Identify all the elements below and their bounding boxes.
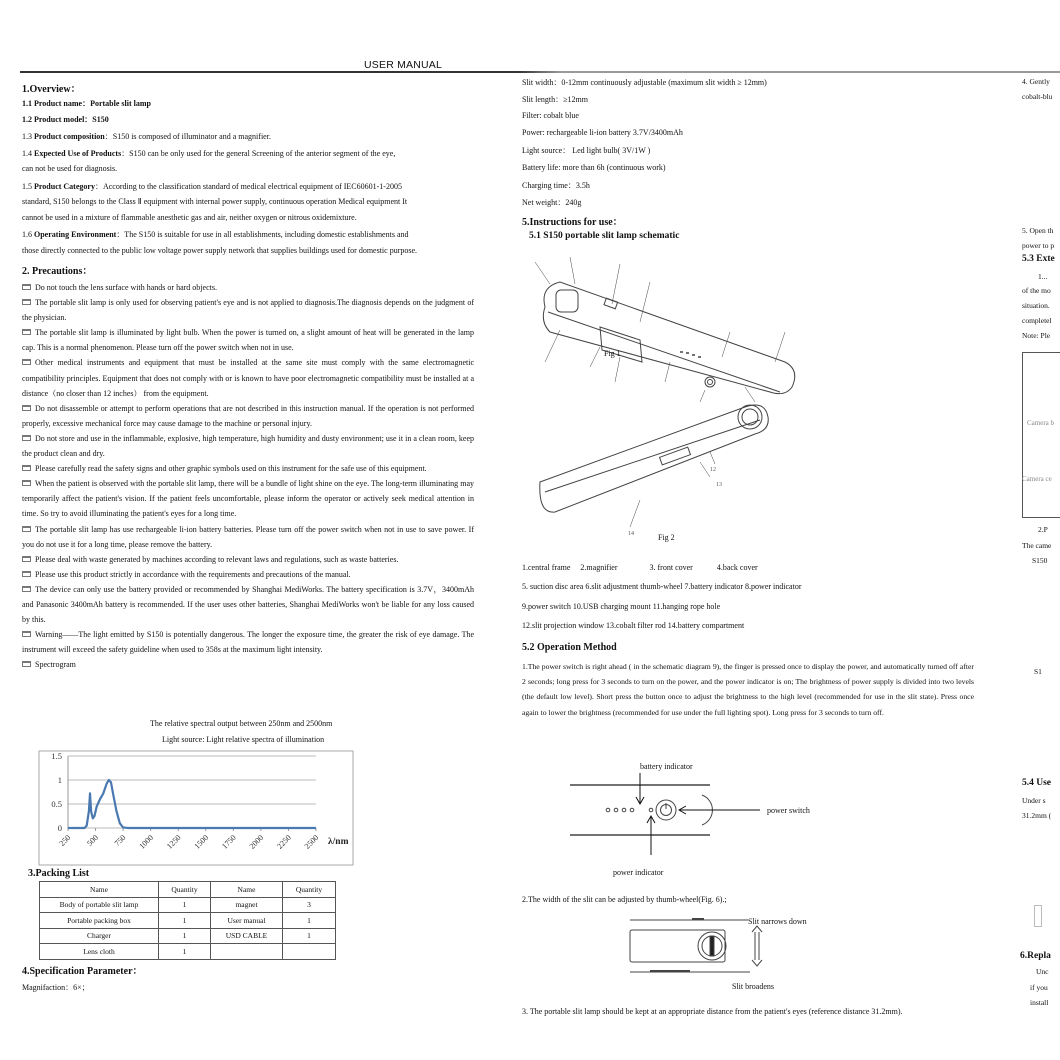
spectrum-chart	[38, 750, 354, 866]
expected-use-cont: can not be used for diagnosis.	[22, 164, 118, 173]
product-category	[22, 181, 402, 192]
precaution-item	[22, 476, 474, 521]
table-cell	[211, 944, 283, 960]
header-divider	[20, 71, 1060, 73]
precaution-item	[22, 567, 474, 582]
precaution-text: Warning——The light emitted by S150 is potentially dangerous. The longer the exposure time, the greater the risk of eye damage. The instrument will exceed the safety guideline when used to 358s at the maximum light intensity.	[22, 630, 474, 655]
table-cell: 1	[283, 928, 336, 944]
x-tick-label: 750	[112, 833, 128, 848]
precaution-text: The portable slit lamp has use rechargeable li-ion battery batteries. Please turn off the power switch when not in use to save power. If you do not use it for a long time, please remove the battery.	[22, 524, 474, 549]
section-overview-title: 1.Overview：	[22, 84, 81, 95]
product-category-l2: standard, S150 belongs to the Class Ⅱ equipment with internal power supply, continuous operation Medical equipment It	[22, 197, 408, 206]
precaution-text: The portable slit lamp is only used for observing patient's eye and is not applied to diagnosis.The diagnosis depends on the judgment of the physician.	[22, 298, 474, 323]
product-category-l3: cannot be used in a mixture of flammable anesthetic gas and air, neither oxygen or nitrous oxidemixture.	[22, 213, 357, 222]
label-battery-indicator: battery indicator	[640, 762, 693, 771]
label: Product composition	[34, 132, 105, 141]
right-text-fragment: install	[1030, 998, 1049, 1007]
text: ：According to the classification standard of medical electrical equipment of IEC60601-1-2005	[94, 182, 402, 191]
spec-item: Power: rechargeable li-ion battery 3.7V/3400mAh	[522, 128, 683, 138]
right-text-fragment: situation.	[1022, 301, 1050, 310]
folder-bullet-icon	[22, 284, 31, 290]
label-slit-narrows: Slit narrows down	[748, 917, 807, 926]
camera-label-1: Camera b	[1027, 419, 1055, 427]
right-text-fragment: S1	[1034, 667, 1042, 676]
text: ：S150 is composed of illuminator and a magnifier.	[104, 132, 271, 141]
page-header-title: USER MANUAL	[364, 59, 443, 71]
product-composition	[22, 131, 271, 142]
table-header-row	[40, 882, 336, 898]
right-text-fragment: completel	[1022, 316, 1052, 325]
product-model: 1.2 Product model：S150	[22, 115, 109, 124]
precaution-text: Please deal with waste generated by machines according to relevant laws and regulations, such as waste batteries.	[35, 554, 399, 564]
operation-method-title: 5.2 Operation Method	[522, 642, 617, 653]
y-tick-label: 0	[57, 823, 62, 833]
x-tick-label: 2000	[247, 833, 266, 851]
right-text-fragment: S150	[1032, 556, 1048, 565]
right-text-fragment: 5.3 Exte	[1022, 254, 1055, 264]
table-cell: 1	[159, 897, 211, 913]
precaution-text: Other medical instruments and equipment that must be installed at the same site must comply with the same electromagnetic compatibility principles. Equipment that does not comply with or is known to have poor electromagnetic compatibility must be installed at a distance（no closer than 12 inches） from the equipment.	[22, 358, 474, 398]
product-name: 1.1 Product name：Portable slit lamp	[22, 99, 151, 108]
right-text-fragment: Note: Ple	[1022, 331, 1051, 340]
right-text-fragment: 1...	[1038, 272, 1048, 281]
num: 1.6	[22, 230, 34, 239]
right-text-fragment: Under s	[1022, 796, 1046, 805]
table-cell	[283, 944, 336, 960]
svg-text:13: 13	[716, 482, 722, 488]
folder-bullet-icon	[22, 465, 31, 471]
precaution-text: Spectrogram	[35, 660, 76, 670]
right-text-fragment: 5. Open th	[1022, 226, 1054, 235]
table-row	[40, 944, 336, 960]
right-text-fragment: 6.Repla	[1020, 951, 1051, 961]
spectrum-caption-1: The relative spectral output between 250nm and 2500nm	[150, 719, 333, 728]
table-cell: 1	[159, 944, 211, 960]
part-legend-line: 12.slit projection window 13.cobalt filter rod 14.battery compartment	[522, 620, 745, 630]
part-legend-line: 1.central frame 2.magnifier 3. front cover 4.back cover	[522, 563, 758, 572]
packing-table	[39, 881, 336, 960]
spec-item: Filter: cobalt blue	[522, 111, 579, 121]
col-header: Name	[40, 882, 159, 898]
table-row	[40, 928, 336, 944]
folder-bullet-icon	[22, 359, 31, 365]
right-text-fragment: of the mo	[1022, 286, 1051, 295]
precaution-text: The portable slit lamp is illuminated by light bulb. When the power is turned on, a slight amount of heat will be generated in the lamp cap. This is a normal phenomenon. Please turn off the power switch when not in use.	[22, 328, 474, 353]
precaution-item	[22, 431, 474, 461]
table-cell: magnet	[211, 897, 283, 913]
precaution-text: When the patient is observed with the portable slit lamp, there will be a bundle of light shine on the eye. The long-term illuminating may temporarily affect the patient's vision. If the patient feels uncomfortable, please inform the operator or actively seek medical attention in time. So try to avoid illuminating the patient's eyes for a long time.	[22, 479, 474, 519]
right-text-fragment: cobalt-blu	[1022, 92, 1053, 101]
right-text-fragment: power to p	[1022, 241, 1055, 250]
y-tick-label: 0.5	[51, 799, 62, 809]
x-tick-label: 1000	[137, 833, 156, 851]
x-tick-label: 1750	[220, 833, 238, 851]
precaution-item	[22, 582, 474, 627]
folder-bullet-icon	[22, 405, 31, 411]
precaution-text: The device can only use the battery provided or recommended by Shanghai MediWorks. The battery specification is 3.7V，3400mAh and Panasonic 3400mAh battery is recommended. If the user uses other batteries, Shanghai MediWorks won't be liable for any loss caused by this.	[22, 584, 474, 625]
precaution-item	[22, 461, 474, 476]
label-power-switch: power switch	[767, 806, 810, 815]
right-figure-fragment	[1034, 905, 1042, 927]
spec-item: Net weight：240g	[522, 197, 582, 207]
precaution-item	[22, 355, 474, 400]
folder-bullet-icon	[22, 299, 31, 305]
precaution-text: Please use this product strictly in accordance with the requirements and precautions of the manual.	[35, 569, 351, 579]
label-power-indicator: power indicator	[613, 868, 664, 877]
fig2-lamp-drawing	[540, 405, 768, 527]
col-header: Quantity	[159, 882, 211, 898]
precaution-item	[22, 401, 474, 431]
folder-bullet-icon	[22, 661, 31, 667]
x-tick-label: 500	[85, 833, 100, 848]
text: ：The S150 is suitable for use in all establishments, including domestic establishments and	[116, 230, 409, 239]
y-tick-label: 1.5	[51, 751, 62, 761]
precaution-text: Do not touch the lens surface with hands or hard objects.	[35, 283, 217, 292]
x-axis-label: λ/nm	[328, 837, 349, 847]
folder-bullet-icon	[22, 480, 31, 486]
table-cell: 1	[159, 928, 211, 944]
num: 1.3	[22, 132, 34, 141]
operation-step-3: 3. The portable slit lamp should be kept at an appropriate distance from the patient's eyes (reference distance 31.2mm).	[522, 1007, 903, 1016]
x-tick-label: 2500	[302, 833, 321, 851]
label: Expected Use of Products	[34, 149, 122, 158]
operation-step-1: 1.The power switch is right ahead ( in the schematic diagram 9), the finger is pressed once to display the power, and automatically turned off after 2 seconds; long press for 3 seconds to turn on the power, and the power indicator is on; The brightness of power supply is divided into two levels (the default low level). Short press the button once to adjust the brightness to the high level (recommended for use in the slit state). Press once again to lower the brightness (recommended for use under the full lighting spot). Long press for 3 seconds to turn off.	[522, 662, 974, 717]
fig1-caption: Fig 1	[604, 349, 621, 358]
right-text-fragment: Unc	[1036, 967, 1049, 976]
col-header: Quantity	[283, 882, 336, 898]
folder-bullet-icon	[22, 329, 31, 335]
precaution-item	[22, 522, 474, 552]
operating-environment-l2: those directly connected to the public low voltage power supply network that supplies buildings used for domestic purpose.	[22, 246, 418, 255]
part-legend-line: 5. suction disc area 6.slit adjustment thumb-wheel 7.battery indicator 8.power indicator	[522, 582, 802, 592]
operating-environment	[22, 229, 409, 240]
section-precautions-title: 2. Precautions：	[22, 266, 93, 277]
x-tick-label: 250	[57, 833, 73, 848]
table-cell: 1	[159, 913, 211, 929]
x-tick-label: 1250	[164, 833, 183, 851]
spectrum-caption-2: Light source: Light relative spectra of illumination	[162, 735, 325, 744]
spec-item: Slit width：0-12mm continuously adjustable (maximum slit width ≥ 12mm)	[522, 78, 767, 87]
y-tick-label: 1	[57, 775, 62, 785]
table-cell: Lens cloth	[40, 944, 159, 960]
power-switch-diagram	[560, 755, 830, 880]
folder-bullet-icon	[22, 571, 31, 577]
camera-diagram-box	[1022, 352, 1060, 518]
label: Product Category	[34, 182, 95, 191]
fig2-caption: Fig 2	[658, 533, 675, 542]
svg-text:14: 14	[628, 531, 634, 537]
label: Operating Environment	[34, 230, 117, 239]
section-instructions-title: 5.Instructions for use：	[522, 217, 623, 228]
fig1-lamp-drawing	[535, 257, 795, 402]
expected-use	[22, 148, 395, 159]
table-cell: Portable packing box	[40, 913, 159, 929]
x-tick-label: 1500	[192, 833, 211, 851]
folder-bullet-icon	[22, 586, 31, 592]
x-tick-label: 2250	[275, 833, 293, 851]
precaution-text: Please carefully read the safety signs and other graphic symbols used on this instrument for the safe use of this equipment.	[35, 464, 427, 474]
table-cell: Body of portable slit lamp	[40, 897, 159, 913]
table-row	[40, 897, 336, 913]
table-cell: 1	[283, 913, 336, 929]
section-spec-title: 4.Specification Parameter：	[22, 966, 143, 977]
right-text-fragment: 2.P	[1038, 525, 1048, 534]
num: 1.4	[22, 149, 34, 158]
spec-magnification: Magnifaction：6×；	[22, 983, 90, 992]
table-cell: USD CABLE	[211, 928, 283, 944]
table-cell: User manual	[211, 913, 283, 929]
precaution-text: Do not disassemble or attempt to perform operations that are not described in this instruction manual. If the operation is not performed properly, excessive mechanical force may cause damage to the machine or personal injury.	[22, 403, 474, 428]
operation-step-2: 2.The width of the slit can be adjusted by thumb-wheel(Fig. 6).;	[522, 895, 727, 904]
precaution-item	[22, 280, 474, 295]
table-cell: 3	[283, 897, 336, 913]
schematic-title: 5.1 S150 portable slit lamp schematic	[529, 231, 680, 241]
spec-item: Light source： Led light bulb( 3V/1W )	[522, 146, 651, 156]
camera-label-2: Camera ce	[1022, 475, 1052, 483]
folder-bullet-icon	[22, 631, 31, 637]
col-header: Name	[211, 882, 283, 898]
precaution-item	[22, 657, 474, 672]
right-text-fragment: 4. Gently	[1022, 77, 1050, 86]
folder-bullet-icon	[22, 526, 31, 532]
precaution-text: Do not store and use in the inflammable, explosive, high temperature, high humidity and dusty environment; use it in a clean room, keep the product clean and dry.	[22, 433, 474, 459]
right-text-fragment: 5.4 Use	[1022, 778, 1052, 788]
table-row	[40, 913, 336, 929]
right-text-fragment: if you	[1030, 983, 1048, 992]
precaution-item	[22, 627, 474, 657]
schematic-figures	[530, 252, 800, 542]
folder-bullet-icon	[22, 435, 31, 441]
spec-item: Battery life: more than 6h (continuous work)	[522, 162, 666, 172]
right-text-fragment: 31.2mm (	[1022, 811, 1052, 820]
part-legend-line: 9.power switch 10.USB charging mount 11.hanging rope hole	[522, 601, 721, 611]
num: 1.5	[22, 182, 34, 191]
precaution-item	[22, 325, 474, 355]
precaution-item	[22, 295, 474, 325]
section-packing-title: 3.Packing List	[28, 868, 90, 879]
label-slit-broadens: Slit broadens	[732, 982, 774, 991]
precaution-item	[22, 552, 474, 567]
spec-item: Slit length：≥12mm	[522, 95, 588, 105]
svg-text:12: 12	[710, 467, 716, 473]
spec-item: Charging time：3.5h	[522, 180, 590, 190]
table-cell: Charger	[40, 928, 159, 944]
folder-bullet-icon	[22, 556, 31, 562]
precautions-list	[22, 280, 474, 672]
text: ：S150 can be only used for the general Screening of the anterior segment of the eye,	[121, 149, 396, 158]
right-text-fragment: The came	[1022, 541, 1052, 550]
